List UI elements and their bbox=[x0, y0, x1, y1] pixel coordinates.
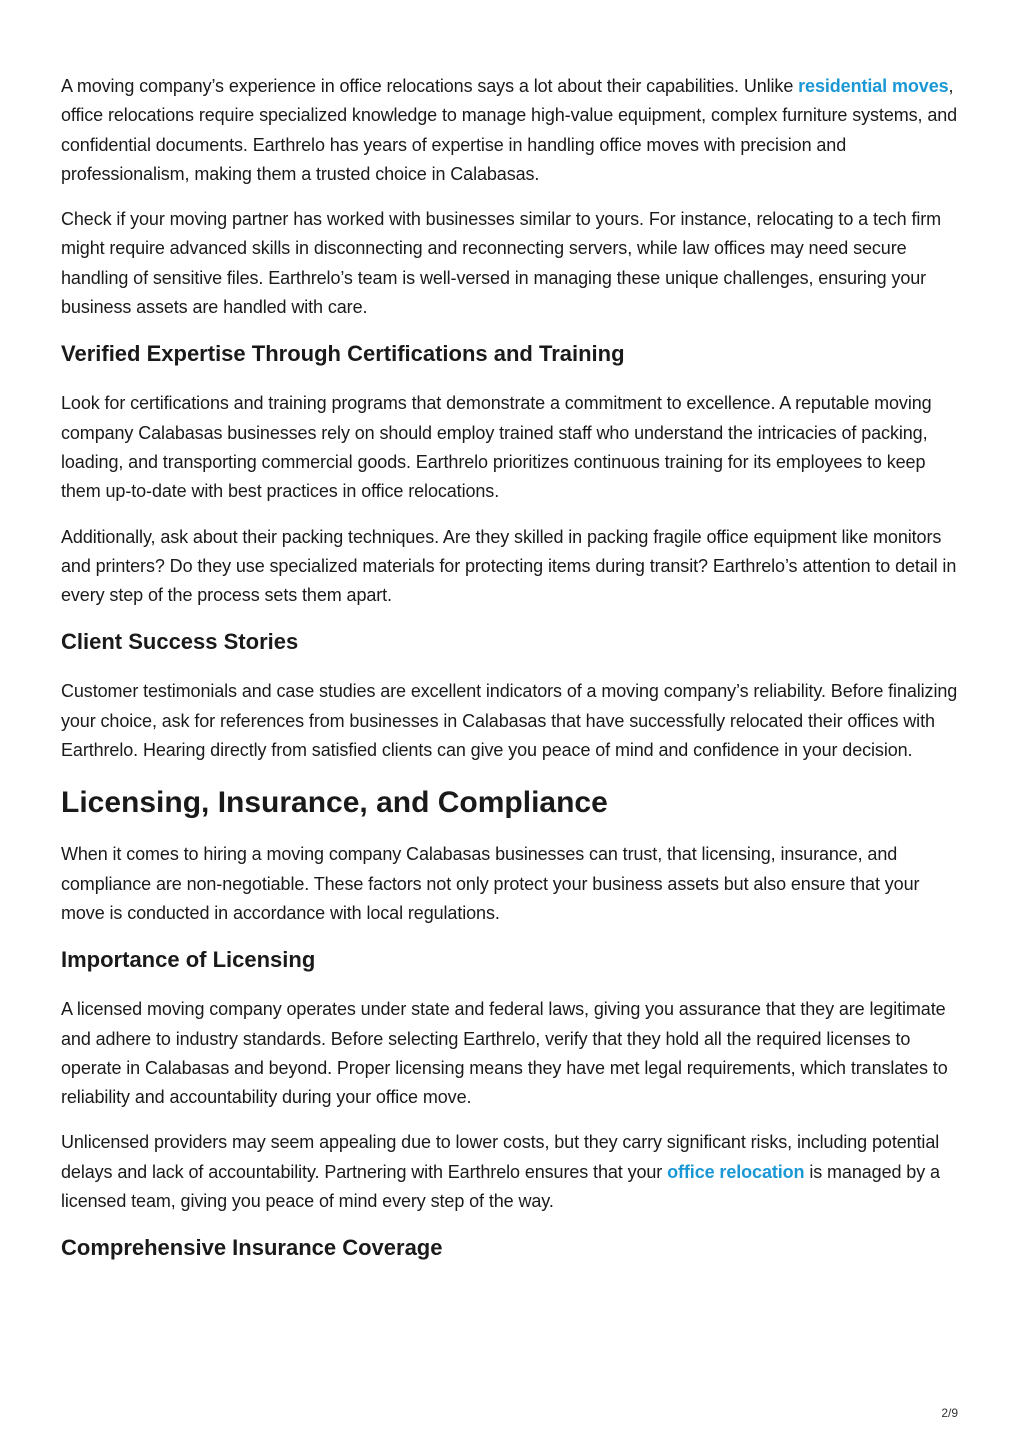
residential-moves-link[interactable]: residential moves bbox=[798, 76, 949, 96]
paragraph-text: , office relocations require specialized knowledge to manage high-value equipment, complex furniture systems, and confidential documents. Earthrelo has years of expertise in handling office moves with precision and professionalism, making them a trusted choice in Calabasas. bbox=[61, 76, 958, 184]
heading-success-stories: Client Success Stories bbox=[61, 629, 299, 655]
heading-certifications: Verified Expertise Through Certifications and Training bbox=[61, 341, 625, 367]
paragraph-experience bbox=[61, 72, 963, 189]
heading-licensing: Licensing, Insurance, and Compliance bbox=[61, 786, 608, 820]
paragraph-text: Unlicensed providers may seem appealing due to lower costs, but they carry significant risks, including potential delays and lack of accountability. Partnering with Earthrelo ensures that your bbox=[61, 1132, 940, 1182]
paragraph-testimonials: Customer testimonials and case studies are excellent indicators of a moving company’s reliability. Before finalizing your choice, ask for references from businesses in Calabasas that have successfully relocated their offices with Earthrelo. Hearing directly from satisfied clients can give you peace of mind and confidence in your decision. bbox=[61, 681, 958, 761]
paragraph-text: A moving company’s experience in office relocations says a lot about their capabilities. Unlike bbox=[61, 76, 799, 96]
paragraph-packing: Additionally, ask about their packing techniques. Are they skilled in packing fragile office equipment like monitors and printers? Do they use specialized materials for protecting items during transit? Earthrelo’s attention to detail in every step of the process sets them apart. bbox=[61, 526, 957, 606]
paragraph-certifications: Look for certifications and training programs that demonstrate a commitment to excellence. A reputable moving company Calabasas businesses rely on should employ trained staff who understand the intricacies of packing, loading, and transporting commercial goods. Earthrelo prioritizes continuous training for its employees to keep them up-to-date with best practices in office relocations. bbox=[61, 393, 932, 502]
heading-insurance: Comprehensive Insurance Coverage bbox=[61, 1235, 443, 1261]
paragraph-text: is managed by a licensed team, giving you peace of mind every step of the way. bbox=[61, 1161, 940, 1212]
office-relocation-link[interactable]: office relocation bbox=[667, 1161, 805, 1182]
paragraph-unlicensed bbox=[61, 1128, 963, 1216]
heading-importance-licensing: Importance of Licensing bbox=[61, 947, 316, 973]
document-body bbox=[61, 72, 963, 1283]
page-number: 2/9 bbox=[941, 1406, 958, 1420]
paragraph-licensed-company: A licensed moving company operates under state and federal laws, giving you assurance that they are legitimate and adhere to industry standards. Before selecting Earthrelo, verify that they hold all the required licenses to operate in Calabasas and beyond. Proper licensing means they have met legal requirements, which translates to reliability and accountability during your office move. bbox=[61, 999, 948, 1108]
paragraph-licensing-intro: When it comes to hiring a moving company Calabasas businesses can trust, that licensing, insurance, and compliance are non-negotiable. These factors not only protect your business assets but also ensure that your move is conducted in accordance with local regulations. bbox=[61, 844, 920, 923]
paragraph-similar-businesses: Check if your moving partner has worked with businesses similar to yours. For instance, relocating to a tech firm might require advanced skills in disconnecting and reconnecting servers, while law offices may need secure handling of sensitive files. Earthrelo’s team is well-versed in managing these unique challenges, ensuring your business assets are handled with care. bbox=[61, 209, 942, 318]
